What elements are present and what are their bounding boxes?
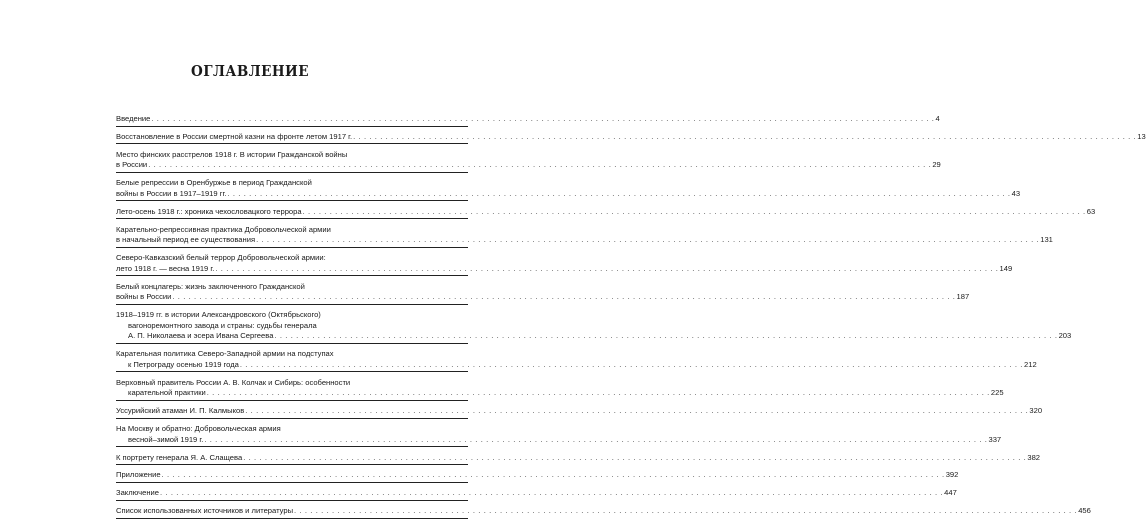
toc-entry-title: Приложение (116, 470, 161, 480)
dot-leader (256, 235, 1039, 246)
toc-entry[interactable] (116, 506, 1091, 519)
toc-entry-leader-line (116, 188, 1021, 200)
toc-entry-title-line: Белые репрессии в Оренбуржье в период Гражданской (116, 178, 312, 188)
toc-entry-title-line: Место финских расстрелов 1918 г. В истории Гражданской войны (116, 149, 348, 159)
toc-entry-title-line: Белый концлагерь: жизнь заключенного Гражданской (116, 281, 305, 291)
toc-entry-page-number: 320 (1029, 406, 1043, 416)
dot-leader (274, 331, 1057, 342)
toc-entry-leader-line (116, 292, 970, 303)
toc-entry-leader-line (116, 434, 1002, 446)
toc-entry[interactable] (116, 253, 1013, 276)
toc-entry-page-number: 203 (1058, 331, 1072, 341)
toc-entry[interactable] (116, 377, 1004, 401)
dot-leader (204, 435, 987, 446)
dot-leader (240, 360, 1023, 371)
toc-entry-title: лето 1918 г. — весна 1919 г. (116, 263, 215, 273)
toc-entry-leader-line (116, 388, 1004, 399)
toc-entry-title-line: На Москву и обратно: Добровольческая армия (116, 424, 281, 434)
toc-entry-page-number: 456 (1078, 506, 1091, 516)
toc-entry-page-number: 212 (1024, 359, 1037, 369)
toc-entry-title: Уссурийский атаман И. П. Калмыков (116, 406, 245, 416)
toc-entry[interactable] (116, 206, 1096, 220)
toc-entry-leader-line (116, 331, 1072, 342)
toc-entry-title-line: Верховный правитель России А. В. Колчак и Сибирь: особенности (116, 377, 351, 387)
dot-leader (227, 189, 1010, 200)
toc-entry[interactable] (116, 131, 1146, 145)
toc-entry-title: весной–зимой 1919 г. (128, 434, 204, 444)
toc-entry[interactable] (116, 281, 970, 305)
toc-entry-title: в начальный период ее существования (116, 235, 256, 245)
toc-entry-title: Введение (116, 114, 151, 123)
toc-entry-leader-line (116, 235, 1053, 246)
toc-entry-page-number: 149 (999, 263, 1013, 273)
dot-leader (160, 488, 943, 499)
toc-entry-title-line: 1918–1919 гг. в истории Александровского (Октябрьского) (116, 310, 321, 320)
dot-leader (353, 132, 1136, 143)
toc-entry-title-line: Карательная политика Северо-Западной армии на подступах (116, 349, 334, 359)
toc-entry[interactable] (116, 488, 957, 501)
toc-entry-page-number: 337 (988, 434, 1002, 444)
toc-entry-leader-line (116, 470, 959, 481)
toc-entry-leader-line (116, 406, 1043, 417)
toc-entry-page-number: 225 (990, 388, 1004, 398)
toc-entry-title: К портрету генерала Я. А. Слащева (116, 452, 243, 462)
toc-entry-title: карательной практики (128, 388, 206, 398)
toc-entry-title: войны в России в 1917–1919 гг. (116, 188, 227, 198)
toc-entry-page-number: 63 (1086, 206, 1096, 216)
toc-entry[interactable] (116, 470, 959, 483)
toc-entry[interactable] (116, 424, 1002, 447)
toc-entry[interactable] (116, 149, 941, 173)
toc-entry-title-line: вагоноремонтного завода и страны: судьбы генерала (128, 320, 317, 330)
dot-leader (215, 264, 998, 275)
toc-entry-leader-line (116, 114, 940, 125)
dot-leader (148, 160, 931, 171)
toc-entry[interactable] (116, 452, 1041, 466)
toc-entry[interactable] (116, 224, 1053, 248)
toc-entry-title: Восстановление в России смертной казни на фронте летом 1917 г. (116, 131, 353, 141)
toc-entry-title-line: Северо-Кавказский белый террор Добровольческой армии: (116, 253, 326, 263)
toc-entry-title-line: Карательно-репрессивная практика Добровольческой армии (116, 224, 331, 234)
toc-entry-leader-line (116, 488, 957, 499)
toc-entry-page-number: 4 (935, 114, 940, 123)
dot-leader (207, 388, 990, 399)
toc-entry-title: войны в России (116, 292, 172, 302)
dot-leader (294, 506, 1077, 517)
toc-entry-title: к Петрограду осенью 1919 года (128, 359, 239, 369)
dot-leader (172, 292, 955, 303)
toc-entry-page-number: 13 (1137, 131, 1146, 141)
toc-entry-title: Лето-осень 1918 г.: хроника чехословацкого террора (116, 206, 302, 216)
toc-entry-page-number: 187 (956, 292, 970, 302)
toc-entry-title: Список использованных источников и литературы (116, 506, 294, 516)
toc-entry[interactable] (116, 349, 1037, 372)
toc-entry-title: в России (116, 160, 148, 170)
toc-entry-page-number: 131 (1040, 235, 1053, 245)
toc-entry-leader-line (116, 206, 1096, 218)
dot-leader (245, 406, 1028, 417)
toc-entry-page-number: 382 (1027, 452, 1041, 462)
toc-entry-page-number: 447 (944, 488, 957, 498)
toc-entry-leader-line (116, 160, 941, 171)
toc-entry-leader-line (116, 131, 1146, 143)
toc-entry-page-number: 43 (1011, 188, 1021, 198)
toc-entry[interactable] (116, 310, 1072, 344)
page-title: ОГЛАВЛЕНИЕ (191, 62, 309, 80)
toc-entry-leader-line (116, 506, 1091, 517)
toc-entry-leader-line (116, 263, 1013, 275)
toc-entry-title: Заключение (116, 488, 160, 498)
toc-entry[interactable] (116, 406, 1043, 419)
toc-entry-leader-line (116, 452, 1041, 464)
dot-leader (303, 207, 1086, 218)
dot-leader (243, 453, 1026, 464)
toc-entry-page-number: 29 (932, 160, 941, 170)
toc-entry-title: А. П. Николаева и эсера Ивана Сергеева (128, 331, 274, 341)
toc-entry[interactable] (116, 114, 940, 127)
dot-leader (151, 114, 934, 125)
table-of-contents (116, 114, 1146, 524)
toc-entry-page-number: 392 (945, 470, 959, 480)
toc-entry-leader-line (116, 359, 1037, 371)
dot-leader (162, 470, 945, 481)
toc-entry[interactable] (116, 178, 1021, 201)
